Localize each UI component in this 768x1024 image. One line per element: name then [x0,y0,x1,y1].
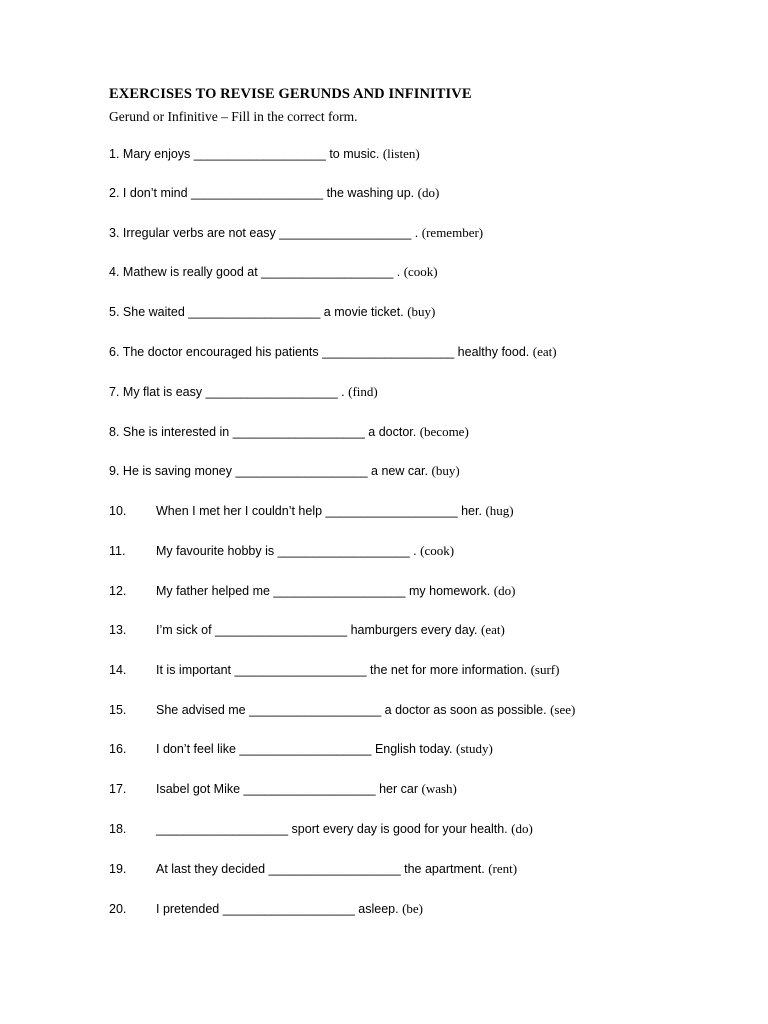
exercise-sentence: When I met her I couldn’t help ___________________ her. [156,504,482,518]
exercise-verb-hint: (find) [348,384,378,399]
exercise-item [109,303,435,321]
exercise-verb-hint: (be) [402,901,424,916]
exercise-number: 14. [109,663,127,677]
exercise-sentence: My father helped me ___________________ my homework. [156,584,491,598]
exercise-number: 1. [109,147,120,161]
exercise-verb-hint: (cook) [420,543,455,558]
exercise-verb-hint: (cook) [403,264,438,279]
exercise-item [109,145,420,163]
exercise-sentence: Mary enjoys ___________________ to music. [122,147,380,161]
exercise-item [109,860,517,878]
exercise-sentence: She advised me ___________________ a doctor as soon as possible. [156,703,547,717]
exercise-item [109,582,515,600]
exercise-verb-hint: (rent) [488,861,518,876]
exercise-verb-hint: (surf) [530,662,560,677]
exercise-item [109,462,460,480]
exercise-item [109,820,533,838]
exercise-sentence: I don’t mind ___________________ the washing up. [122,186,415,200]
exercise-item [109,224,483,242]
exercise-sentence: He is saving money ___________________ a new car. [122,464,429,478]
exercise-item [109,740,493,758]
exercise-sentence: She waited ___________________ a movie ticket. [122,305,404,319]
exercise-number: 20. [109,902,127,916]
exercise-number: 11. [109,544,126,558]
exercise-number: 13. [109,623,127,637]
exercise-number: 16. [109,742,127,756]
exercise-number: 19. [109,862,127,876]
exercise-sentence: The doctor encouraged his patients ___________________ healthy food. [122,345,530,359]
exercise-number: 10. [109,504,127,518]
exercise-number: 18. [109,822,127,836]
exercise-verb-hint: (buy) [407,304,436,319]
exercise-verb-hint: (do) [511,821,533,836]
exercise-item [109,263,438,281]
exercise-item [109,780,457,798]
exercise-number: 17. [109,782,127,796]
exercise-number: 4. [109,265,120,279]
exercise-verb-hint: (study) [456,741,493,756]
exercise-item [109,900,423,918]
exercise-verb-hint: (hug) [485,503,514,518]
exercise-item [109,343,557,361]
exercise-item [109,423,469,441]
exercise-number: 2. [109,186,120,200]
exercise-sentence: I pretended ___________________ asleep. [156,902,399,916]
exercise-sentence: She is interested in ___________________ a doctor. [122,425,417,439]
exercise-item [109,383,378,401]
exercise-number: 6. [109,345,120,359]
exercise-sentence: My favourite hobby is ___________________ . [156,544,417,558]
exercise-verb-hint: (eat) [532,344,557,359]
exercise-item [109,502,514,520]
exercise-sentence: Irregular verbs are not easy ___________________ . [122,226,419,240]
worksheet-title: EXERCISES TO REVISE GERUNDS AND INFINITIVE [109,86,472,102]
exercise-verb-hint: (become) [419,424,469,439]
exercise-sentence: ___________________ sport every day is good for your health. [156,822,508,836]
exercise-verb-hint: (listen) [382,146,420,161]
exercise-sentence: My flat is easy ___________________ . [122,385,345,399]
exercise-sentence: I don’t feel like ___________________ English today. [156,742,453,756]
exercise-number: 3. [109,226,120,240]
exercise-item [109,542,454,560]
exercise-sentence: At last they decided ___________________ the apartment. [156,862,485,876]
exercise-sentence: It is important ___________________ the net for more information. [156,663,528,677]
exercise-verb-hint: (eat) [481,622,505,637]
exercise-verb-hint: (buy) [431,463,460,478]
exercise-number: 9. [109,464,120,478]
exercise-verb-hint: (do) [417,185,440,200]
exercise-sentence: I’m sick of ___________________ hamburgers every day. [156,623,478,637]
exercise-sentence: Mathew is really good at ___________________ . [122,265,401,279]
exercise-number: 15. [109,703,127,717]
exercise-verb-hint: (do) [493,583,516,598]
exercise-item [109,661,559,679]
exercise-verb-hint: (remember) [421,225,484,240]
exercise-verb-hint: (see) [550,702,576,717]
exercise-sentence: Isabel got Mike ___________________ her car [156,782,419,796]
worksheet-instructions: Gerund or Infinitive – Fill in the correct form. [109,109,358,124]
exercise-item [109,701,575,719]
exercise-item [109,621,505,639]
exercise-number: 12. [109,584,127,598]
exercise-item [109,184,439,202]
exercise-number: 8. [109,425,120,439]
exercise-number: 5. [109,305,120,319]
exercise-number: 7. [109,385,120,399]
exercise-verb-hint: (wash) [421,781,457,796]
